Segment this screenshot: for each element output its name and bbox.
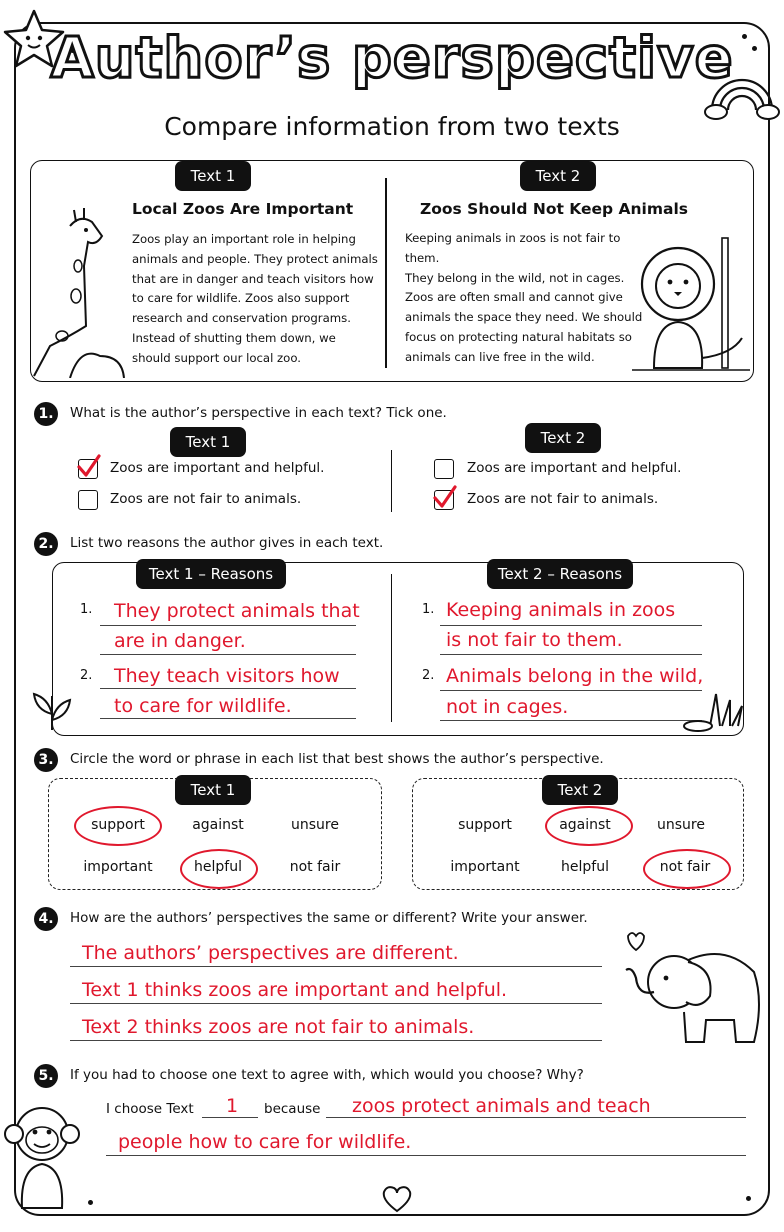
heart-icon	[380, 1184, 414, 1214]
q3-t1-word-unsure[interactable]: unsure	[291, 817, 339, 833]
q3-t2-word-support[interactable]: support	[458, 817, 512, 833]
q2-t1-underline	[100, 688, 356, 689]
texts-divider	[385, 178, 387, 368]
text2-line: They belong in the wild, not in cages.	[405, 270, 625, 285]
q3-text1-tag: Text 1	[175, 775, 251, 805]
q1-text1-option-b: Zoos are not fair to animals.	[110, 491, 302, 507]
q2-t2-underline	[440, 654, 702, 655]
text2-heading: Zoos Should Not Keep Animals	[420, 200, 689, 218]
q4-answer-line[interactable]: The authors’ perspectives are different.	[82, 942, 459, 964]
giraffe-icon	[30, 206, 126, 378]
q3-number: 3.	[34, 748, 58, 772]
decor-dot	[746, 1196, 751, 1201]
lion-icon	[632, 228, 750, 378]
q1-text2-option-a-checkbox[interactable]	[434, 459, 454, 479]
q3-t1-word-not-fair[interactable]: not fair	[289, 859, 341, 875]
q2-t1-answer-line[interactable]: to care for wildlife.	[114, 695, 292, 717]
q5-reason-underline	[326, 1117, 746, 1118]
q1-text1-option-b-checkbox[interactable]	[78, 490, 98, 510]
monkey-icon	[2, 1102, 84, 1210]
q2-t1-underline	[100, 654, 356, 655]
q2-t2-answer-line[interactable]: not in cages.	[446, 696, 569, 718]
text1-body	[132, 230, 382, 369]
q4-underline	[70, 1003, 602, 1004]
q2-t2-answer-line[interactable]: Animals belong in the wild,	[446, 665, 704, 687]
text2-line: Keeping animals in zoos is not fair to them.	[405, 231, 621, 265]
q1-text2-tag: Text 2	[525, 423, 601, 453]
text1-line: animals and people. They protect animals	[132, 251, 378, 266]
q3-text: Circle the word or phrase in each list that best shows the author’s perspective.	[70, 751, 604, 767]
text2-body	[405, 229, 645, 368]
q1-number: 1.	[34, 402, 58, 426]
q2-t2-underline	[440, 720, 702, 721]
q3-text2-tag: Text 2	[542, 775, 618, 805]
q2-t2-answer-line[interactable]: is not fair to them.	[446, 629, 623, 651]
q5-reason-underline	[106, 1155, 746, 1156]
q1-text1-tag: Text 1	[170, 427, 246, 457]
grass-icon	[680, 686, 752, 732]
q5-number: 5.	[34, 1064, 58, 1088]
q2-text1-tag: Text 1 – Reasons	[136, 559, 286, 589]
q5-choose-label: I choose Text	[106, 1101, 194, 1117]
q4-text: How are the authors’ perspectives the same or different? Write your answer.	[70, 910, 588, 926]
text2-line: animals can live free in the wild.	[405, 349, 595, 364]
q2-t2-underline	[440, 625, 702, 626]
q1-text2-option-b: Zoos are not fair to animals.	[467, 491, 659, 507]
text1-line: that are in danger and teach visitors how	[132, 271, 374, 286]
plant-icon	[30, 684, 74, 732]
q2-t1-num-2: 2.	[80, 668, 93, 683]
q5-because-label: because	[264, 1101, 321, 1117]
q1-text1-option-a: Zoos are important and helpful.	[110, 460, 325, 476]
q2-text2-tag: Text 2 – Reasons	[487, 559, 633, 589]
text1-tag: Text 1	[175, 161, 251, 191]
q4-answer-line[interactable]: Text 1 thinks zoos are important and helpful.	[82, 979, 508, 1001]
q2-t1-underline	[100, 718, 356, 719]
q2-divider	[391, 574, 392, 722]
q4-number: 4.	[34, 907, 58, 931]
q5-choice-underline	[202, 1117, 258, 1118]
q3-t1-word-support[interactable]: support	[91, 817, 145, 833]
q2-t2-num-1: 1.	[422, 602, 435, 617]
q2-number: 2.	[34, 532, 58, 556]
q3-t1-word-important[interactable]: important	[83, 859, 153, 875]
q3-t1-word-against[interactable]: against	[192, 817, 244, 833]
text1-heading: Local Zoos Are Important	[132, 200, 354, 218]
q3-t2-word-important[interactable]: important	[450, 859, 520, 875]
checkmark-icon	[430, 483, 458, 511]
text2-tag: Text 2	[520, 161, 596, 191]
q2-t2-num-2: 2.	[422, 668, 435, 683]
q2-t1-underline	[100, 625, 356, 626]
q3-t2-word-unsure[interactable]: unsure	[657, 817, 705, 833]
text2-line: animals the space they need. We should	[405, 310, 643, 325]
q2-t2-answer-line[interactable]: Keeping animals in zoos	[446, 599, 676, 621]
q5-choice-answer[interactable]: 1	[226, 1095, 239, 1117]
text2-line: Zoos are often small and cannot give	[405, 290, 623, 305]
decor-dot	[88, 1200, 93, 1205]
text1-line: Instead of shutting them down, we	[132, 330, 336, 345]
text1-line: to care for wildlife. Zoos also support	[132, 291, 350, 306]
q4-underline	[70, 1040, 602, 1041]
q1-text: What is the author’s perspective in each text? Tick one.	[70, 405, 447, 421]
text1-line: research and conservation programs.	[132, 311, 351, 326]
q2-t1-answer-line[interactable]: They teach visitors how	[114, 665, 340, 687]
q1-text2-option-a: Zoos are important and helpful.	[467, 460, 682, 476]
page-title: Author’s perspective	[50, 26, 734, 91]
q3-t2-word-against[interactable]: against	[559, 817, 611, 833]
text1-line: Zoos play an important role in helping	[132, 232, 356, 246]
page-subtitle: Compare information from two texts	[164, 112, 620, 141]
q5-reason-line[interactable]: people how to care for wildlife.	[118, 1131, 412, 1153]
q4-underline	[70, 966, 602, 967]
checkmark-icon	[74, 452, 102, 480]
q2-t2-underline	[440, 690, 702, 691]
text1-line: should support our local zoo.	[132, 350, 301, 365]
q2-t1-answer-line[interactable]: are in danger.	[114, 630, 246, 652]
q2-t1-num-1: 1.	[80, 602, 93, 617]
text2-line: focus on protecting natural habitats so	[405, 329, 632, 344]
q5-reason-line[interactable]: zoos protect animals and teach	[352, 1095, 651, 1117]
q1-divider	[391, 450, 392, 512]
q2-text: List two reasons the author gives in each text.	[70, 535, 384, 551]
q3-t2-word-helpful[interactable]: helpful	[561, 859, 609, 875]
elephant-icon	[614, 932, 768, 1054]
q2-t1-answer-line[interactable]: They protect animals that	[114, 600, 360, 622]
q3-t1-word-helpful[interactable]: helpful	[194, 859, 242, 875]
q3-t2-word-not-fair[interactable]: not fair	[659, 859, 711, 875]
q5-text: If you had to choose one text to agree with, which would you choose? Why?	[70, 1067, 584, 1083]
q4-answer-line[interactable]: Text 2 thinks zoos are not fair to animals.	[82, 1016, 475, 1038]
